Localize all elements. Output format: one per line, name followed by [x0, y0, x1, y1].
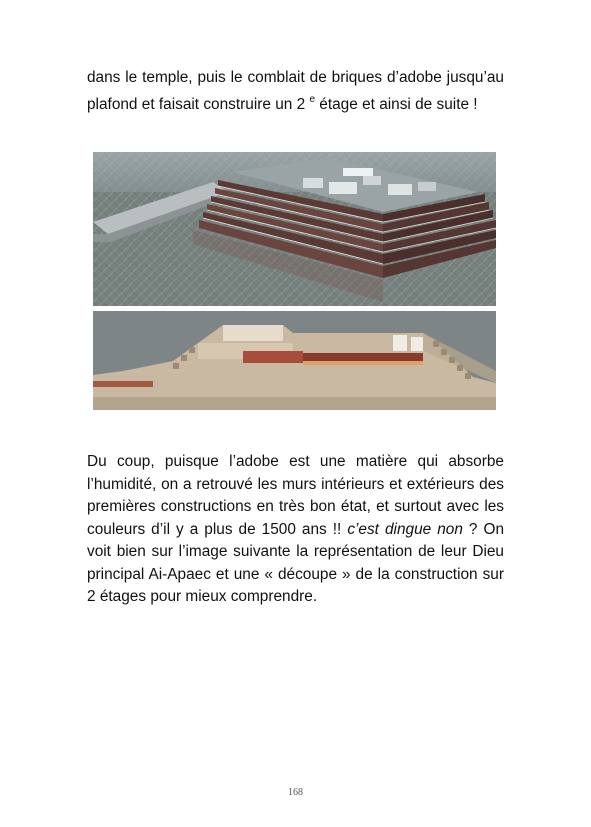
- paragraph-2: [87, 451, 504, 609]
- temple-3d-render: [93, 152, 496, 306]
- paragraph-1-text-b: étage et ainsi de suite !: [315, 95, 478, 113]
- paragraph-2-italic: c’est dingue non: [347, 520, 463, 538]
- mural-band-middle: [303, 353, 423, 361]
- mural-band-left: [93, 381, 153, 387]
- mural-band-upper: [243, 351, 303, 363]
- superscript-e: e: [309, 93, 316, 105]
- paragraph-1: [87, 67, 504, 116]
- temple-3d-reconstruction-image: [93, 152, 496, 306]
- temple-cross-section-image: [93, 311, 496, 410]
- paragraph-2-text-a: Du coup, puisque l’adobe est une matière qui absorbe l’humidité, on a retrouvé les murs intérieurs et extérieurs des premières constructions en très bon état, et surtout avec les couleurs d’il y a plus de 1500 ans !!: [87, 453, 504, 538]
- paragraph-2-text-b: ? On voit bien sur l’image suivante la représentation de leur Dieu principal Ai-Apaec et une « découpe » de la construction sur 2 étages pour mieux comprendre.: [87, 520, 505, 605]
- page-number: 168: [288, 787, 303, 798]
- paragraph-1-text-a: dans le temple, puis le comblait de briques d’adobe jusqu’au plafond et faisait construire un 2: [87, 69, 504, 113]
- temple-cross-section: [93, 311, 496, 410]
